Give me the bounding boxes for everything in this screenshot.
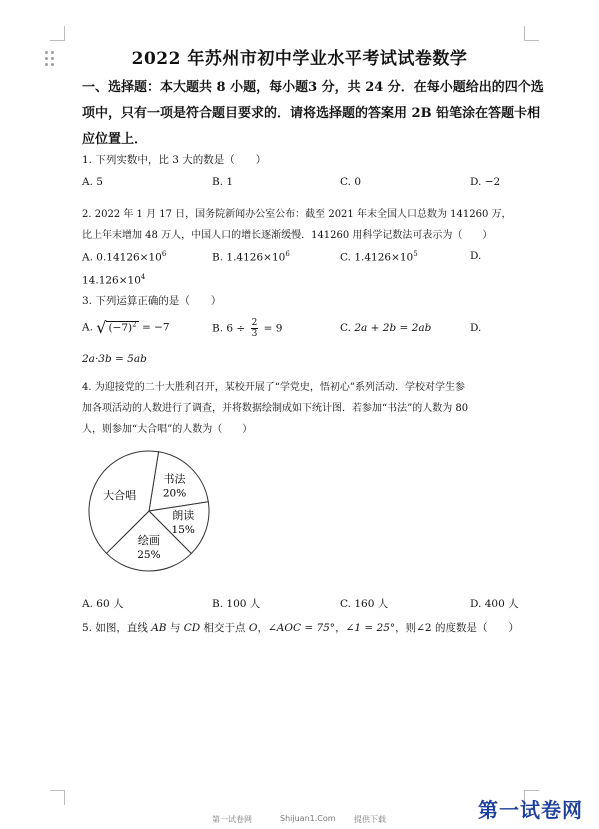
point-o: O bbox=[248, 622, 258, 634]
option-lhs: 6 ÷ bbox=[226, 322, 249, 335]
option-label: A. bbox=[82, 321, 93, 334]
crop-mark-top-left bbox=[50, 26, 65, 41]
question-1-option-a: A. 5 bbox=[82, 176, 103, 188]
exponent: 5 bbox=[413, 250, 418, 258]
question-2-option-d bbox=[82, 273, 145, 287]
question-4-option-a: A. 60 人 bbox=[82, 598, 124, 610]
pie-slice-label: 大合唱 bbox=[103, 488, 137, 502]
question-1-option-c: C. 0 bbox=[340, 176, 362, 188]
question-2-option-d-label: D. bbox=[470, 250, 482, 262]
question-2-option-b bbox=[212, 250, 290, 264]
footer-site-name: 第一试卷网 bbox=[212, 815, 252, 824]
angle-1: ∠1 = 25° bbox=[345, 622, 396, 634]
option-value: 0.14126×10 bbox=[96, 251, 162, 264]
question-3-option-d-label: D. bbox=[470, 322, 482, 334]
text: 相交于点 bbox=[200, 622, 249, 634]
pie-slice-label: 朗读 bbox=[172, 509, 195, 523]
question-2-option-c bbox=[340, 250, 418, 264]
text: ，则∠2 的度数是（ ） bbox=[395, 622, 519, 634]
option-label: B. bbox=[212, 322, 224, 335]
section-heading-line-2: 项中，只有一项是符合题目要求的．请将选择题的答案用 2B 铅笔涂在答题卡相 bbox=[82, 106, 541, 121]
option-label: C. bbox=[340, 251, 351, 264]
page-title: 2022 年苏州市初中学业水平考试试卷数学 bbox=[131, 49, 468, 69]
option-rhs: = −7 bbox=[138, 321, 170, 334]
option-value: 1.4126×10 bbox=[226, 251, 286, 264]
text: ， bbox=[335, 622, 346, 634]
question-4-stem-line-3: 人，则参加“大合唱”的人数为（ ） bbox=[82, 424, 253, 435]
question-4-option-c: C. 160 人 bbox=[340, 598, 389, 610]
question-3-stem: 3. 下列运算正确的是（ ） bbox=[82, 295, 222, 307]
question-1-stem: 1. 下列实数中，比 3 大的数是（ ） bbox=[82, 154, 267, 166]
option-value: 2a + 2b = 2ab bbox=[354, 322, 432, 334]
crop-mark-bottom-left bbox=[50, 790, 65, 805]
text: ， bbox=[257, 622, 268, 634]
footer-site-url[interactable]: Shijuan1.Com bbox=[280, 814, 336, 823]
question-2-stem-line-2: 比上年末增加 48 万人，中国人口的增长逐渐缓慢．141260 用科学记数法可表示为（ ） bbox=[82, 230, 493, 241]
section-heading-line-1: 一、选择题：本大题共 8 小题，每小题3 分，共 24 分．在每小题给出的四个选 bbox=[82, 80, 544, 95]
text: 与 bbox=[166, 622, 184, 634]
option-label: A. bbox=[82, 251, 93, 264]
pie-slice-percent: 20% bbox=[162, 487, 187, 500]
question-2-option-a bbox=[82, 250, 166, 264]
pie-chart bbox=[84, 446, 214, 576]
option-label: B. bbox=[212, 251, 224, 264]
question-2-stem-line-1: 2. 2022 年 1 月 17 日，国务院新闻办公室公布：截至 2021 年末全国人口总数为 141260 万， bbox=[82, 209, 512, 220]
question-3-option-b bbox=[212, 318, 282, 339]
exponent: 4 bbox=[140, 273, 146, 281]
line-ab: AB bbox=[151, 622, 167, 634]
pie-slice-label: 绘画 bbox=[137, 533, 160, 547]
question-1-option-b: B. 1 bbox=[212, 176, 234, 188]
fraction bbox=[251, 318, 259, 339]
option-label: C. bbox=[340, 322, 351, 334]
option-value: 14.126×10 bbox=[82, 274, 141, 287]
question-1-option-d: D. −2 bbox=[470, 176, 501, 188]
question-4-option-b: B. 100 人 bbox=[212, 598, 261, 610]
question-4-option-d: D. 400 人 bbox=[470, 598, 519, 610]
option-value: 1.4126×10 bbox=[354, 251, 414, 264]
question-3-option-a bbox=[82, 318, 170, 337]
sqrt-sign-icon: √ bbox=[96, 318, 107, 337]
question-4-stem-line-2: 加各项活动的人数进行了调查，并将数据绘制成如下统计图．若参加“书法”的人数为 80 bbox=[82, 403, 469, 414]
pie-slice-label: 书法 bbox=[163, 472, 186, 486]
line-cd: CD bbox=[183, 622, 201, 634]
exponent: 6 bbox=[285, 250, 290, 258]
radicand: (−7) bbox=[108, 321, 133, 334]
exponent: 2 bbox=[132, 320, 137, 328]
text: 5. 如图，直线 bbox=[82, 622, 152, 634]
section-heading-line-3: 应位置上． bbox=[82, 132, 148, 147]
angle-aoc: ∠AOC = 75° bbox=[267, 622, 336, 634]
crop-mark-top-right bbox=[524, 26, 539, 41]
fraction-numerator: 2 bbox=[251, 318, 258, 328]
exponent: 6 bbox=[161, 250, 167, 258]
question-3-option-c bbox=[340, 322, 431, 334]
pie-slice-percent: 25% bbox=[137, 548, 161, 561]
question-4-stem-line-1: 4. 为迎接党的二十大胜利召开，某校开展了“学党史，悟初心”系列活动．学校对学生参 bbox=[82, 382, 465, 393]
question-3-option-d: 2a·3b = 5ab bbox=[82, 353, 147, 365]
option-rhs: = 9 bbox=[260, 322, 283, 335]
question-5-stem bbox=[82, 620, 519, 635]
fraction-denominator: 3 bbox=[251, 329, 258, 339]
footer-download-note: 提供下载 bbox=[354, 815, 386, 824]
brand-logo-text: 第一试卷网 bbox=[478, 798, 583, 822]
pie-slice-percent: 15% bbox=[171, 524, 195, 537]
